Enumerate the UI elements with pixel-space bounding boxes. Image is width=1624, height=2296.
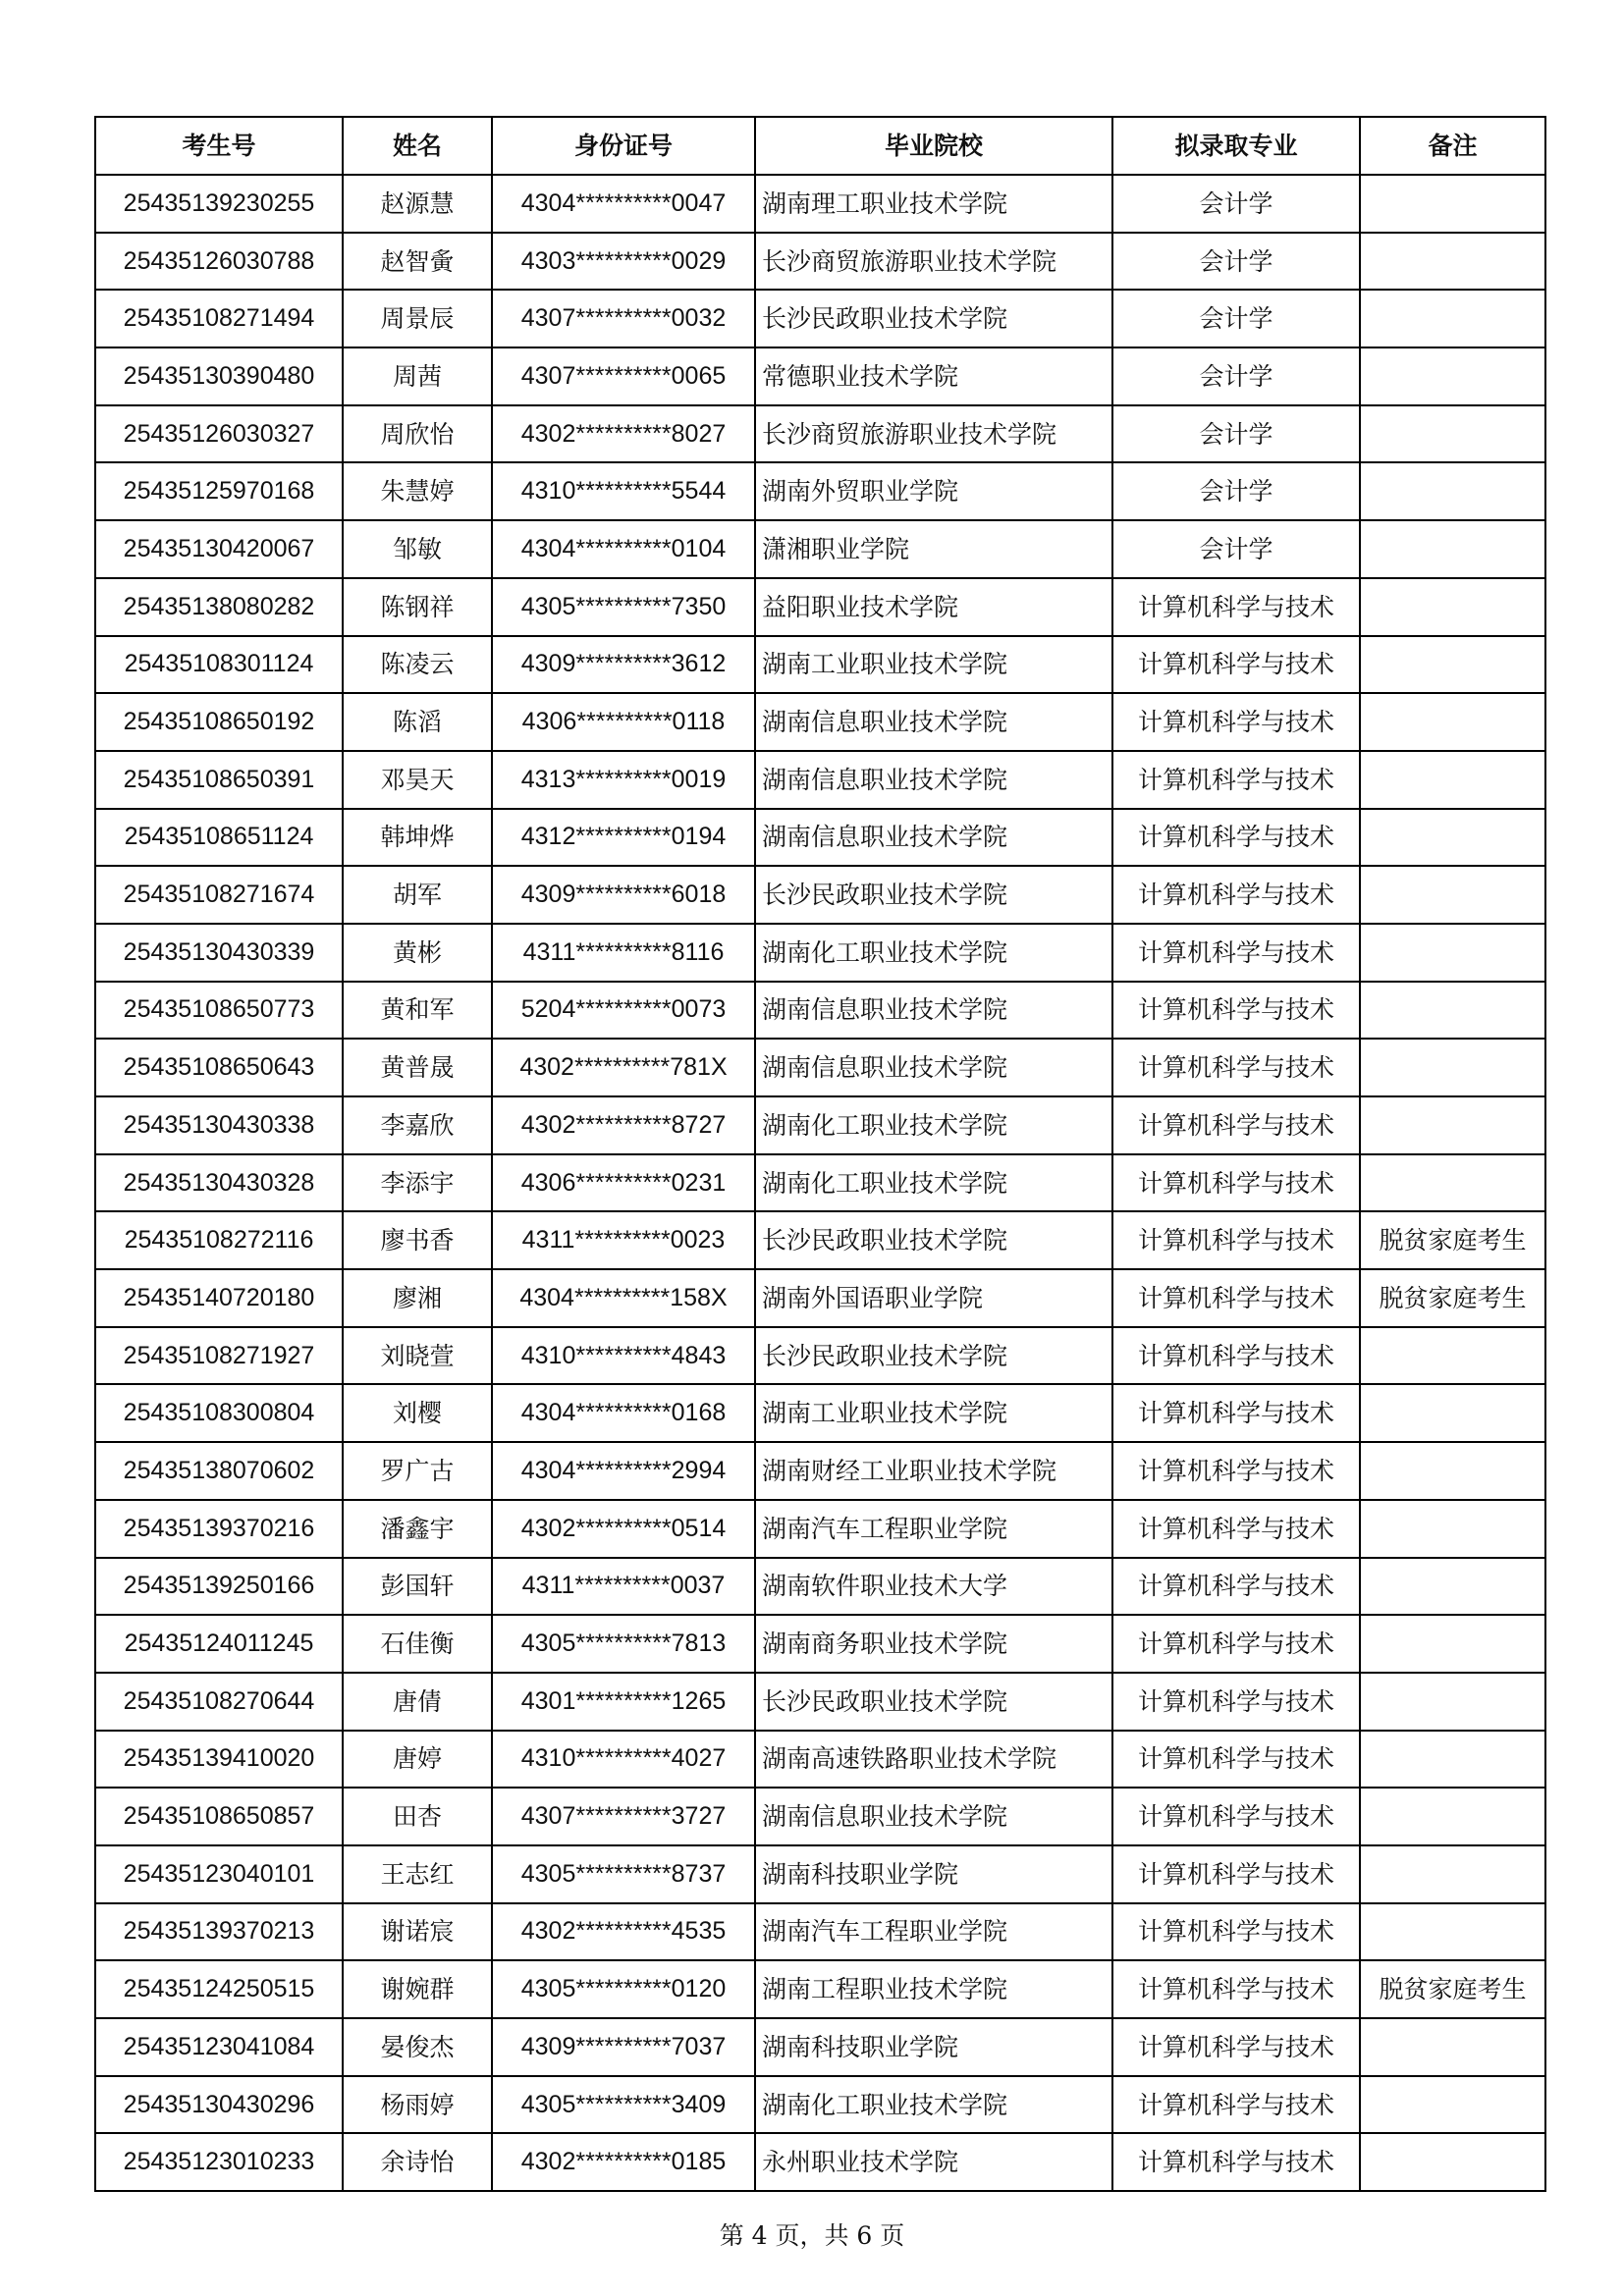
cell-id-no: 4307**********3727: [492, 1788, 755, 1845]
cell-exam-no: 25435138080282: [95, 578, 343, 636]
cell-exam-no: 25435138070602: [95, 1442, 343, 1500]
cell-name: 余诗怡: [343, 2133, 492, 2191]
cell-major: 计算机科学与技术: [1112, 809, 1360, 867]
cell-name: 黄彬: [343, 924, 492, 982]
cell-major: 会计学: [1112, 347, 1360, 405]
cell-exam-no: 25435140720180: [95, 1269, 343, 1327]
cell-major: 计算机科学与技术: [1112, 1039, 1360, 1096]
header-remark: 备注: [1360, 117, 1545, 175]
cell-name: 杨雨婷: [343, 2076, 492, 2134]
cell-id-no: 4311**********0037: [492, 1558, 755, 1616]
cell-school: 湖南化工职业技术学院: [755, 924, 1112, 982]
cell-major: 计算机科学与技术: [1112, 1615, 1360, 1673]
cell-school: 湖南化工职业技术学院: [755, 1096, 1112, 1154]
cell-major: 会计学: [1112, 405, 1360, 463]
cell-major: 计算机科学与技术: [1112, 1442, 1360, 1500]
cell-major: 计算机科学与技术: [1112, 1211, 1360, 1269]
table-row: [95, 1154, 1545, 1212]
cell-school: 长沙民政职业技术学院: [755, 290, 1112, 347]
cell-exam-no: 25435108650643: [95, 1039, 343, 1096]
table-row: [95, 693, 1545, 751]
cell-major: 计算机科学与技术: [1112, 693, 1360, 751]
cell-id-no: 4313**********0019: [492, 751, 755, 809]
cell-exam-no: 25435108301124: [95, 636, 343, 694]
cell-remark: 脱贫家庭考生: [1360, 1269, 1545, 1327]
cell-major: 计算机科学与技术: [1112, 1845, 1360, 1903]
table-row: [95, 1384, 1545, 1442]
table-row: [95, 578, 1545, 636]
table-header-row: [95, 117, 1545, 175]
cell-remark: [1360, 1039, 1545, 1096]
cell-exam-no: 25435126030788: [95, 233, 343, 291]
cell-school: 湖南信息职业技术学院: [755, 809, 1112, 867]
table-body: [95, 175, 1545, 2191]
cell-school: 益阳职业技术学院: [755, 578, 1112, 636]
cell-name: 晏俊杰: [343, 2018, 492, 2076]
cell-id-no: 4302**********0185: [492, 2133, 755, 2191]
cell-school: 永州职业技术学院: [755, 2133, 1112, 2191]
cell-remark: [1360, 1845, 1545, 1903]
cell-major: 计算机科学与技术: [1112, 636, 1360, 694]
table-row: [95, 751, 1545, 809]
cell-major: 计算机科学与技术: [1112, 1500, 1360, 1558]
cell-school: 湖南财经工业职业技术学院: [755, 1442, 1112, 1500]
cell-remark: 脱贫家庭考生: [1360, 1960, 1545, 2018]
cell-id-no: 4309**********6018: [492, 866, 755, 924]
cell-school: 湖南工程职业技术学院: [755, 1960, 1112, 2018]
cell-id-no: 4302**********8727: [492, 1096, 755, 1154]
table-row: [95, 924, 1545, 982]
cell-exam-no: 25435108650391: [95, 751, 343, 809]
cell-name: 谢诺宸: [343, 1903, 492, 1961]
cell-exam-no: 25435130390480: [95, 347, 343, 405]
cell-school: 湖南商务职业技术学院: [755, 1615, 1112, 1673]
cell-name: 刘樱: [343, 1384, 492, 1442]
table-row: [95, 2018, 1545, 2076]
cell-remark: [1360, 1500, 1545, 1558]
cell-school: 湖南信息职业技术学院: [755, 1039, 1112, 1096]
table-row: [95, 1039, 1545, 1096]
cell-id-no: 4309**********7037: [492, 2018, 755, 2076]
cell-major: 计算机科学与技术: [1112, 1558, 1360, 1616]
cell-exam-no: 25435130420067: [95, 520, 343, 578]
cell-school: 湖南信息职业技术学院: [755, 1788, 1112, 1845]
table-row: [95, 1442, 1545, 1500]
cell-name: 陈钢祥: [343, 578, 492, 636]
cell-school: 湖南工业职业技术学院: [755, 1384, 1112, 1442]
cell-major: 计算机科学与技术: [1112, 2076, 1360, 2134]
cell-id-no: 4306**********0118: [492, 693, 755, 751]
cell-exam-no: 25435125970168: [95, 462, 343, 520]
cell-name: 唐婷: [343, 1731, 492, 1789]
cell-name: 周欣怡: [343, 405, 492, 463]
cell-remark: [1360, 1788, 1545, 1845]
table-row: [95, 1731, 1545, 1789]
cell-remark: [1360, 347, 1545, 405]
cell-school: 湖南信息职业技术学院: [755, 693, 1112, 751]
cell-name: 廖湘: [343, 1269, 492, 1327]
cell-exam-no: 25435108271674: [95, 866, 343, 924]
cell-name: 朱慧婷: [343, 462, 492, 520]
table-row: [95, 405, 1545, 463]
cell-remark: [1360, 1615, 1545, 1673]
table-row: [95, 1096, 1545, 1154]
cell-school: 湖南化工职业技术学院: [755, 2076, 1112, 2134]
cell-school: 湖南外国语职业学院: [755, 1269, 1112, 1327]
cell-id-no: 4302**********8027: [492, 405, 755, 463]
cell-remark: [1360, 1558, 1545, 1616]
cell-major: 会计学: [1112, 233, 1360, 291]
cell-remark: [1360, 405, 1545, 463]
cell-major: 计算机科学与技术: [1112, 1327, 1360, 1385]
table-row: [95, 520, 1545, 578]
cell-exam-no: 25435130430339: [95, 924, 343, 982]
table-row: [95, 1788, 1545, 1845]
table-row: [95, 1845, 1545, 1903]
cell-id-no: 4305**********7813: [492, 1615, 755, 1673]
cell-school: 湖南汽车工程职业学院: [755, 1903, 1112, 1961]
cell-school: 常德职业技术学院: [755, 347, 1112, 405]
cell-exam-no: 25435108650857: [95, 1788, 343, 1845]
cell-name: 潘鑫宇: [343, 1500, 492, 1558]
cell-id-no: 4307**********0032: [492, 290, 755, 347]
table-row: [95, 1558, 1545, 1616]
cell-major: 计算机科学与技术: [1112, 2133, 1360, 2191]
cell-major: 计算机科学与技术: [1112, 1154, 1360, 1212]
cell-name: 陈滔: [343, 693, 492, 751]
cell-id-no: 4310**********4027: [492, 1731, 755, 1789]
cell-school: 潇湘职业学院: [755, 520, 1112, 578]
cell-exam-no: 25435130430296: [95, 2076, 343, 2134]
cell-exam-no: 25435123041084: [95, 2018, 343, 2076]
cell-major: 计算机科学与技术: [1112, 1384, 1360, 1442]
cell-name: 田杏: [343, 1788, 492, 1845]
cell-name: 唐倩: [343, 1673, 492, 1731]
cell-school: 湖南化工职业技术学院: [755, 1154, 1112, 1212]
cell-exam-no: 25435108270644: [95, 1673, 343, 1731]
cell-school: 湖南信息职业技术学院: [755, 982, 1112, 1040]
cell-remark: [1360, 2076, 1545, 2134]
cell-exam-no: 25435108651124: [95, 809, 343, 867]
cell-id-no: 4307**********0065: [492, 347, 755, 405]
cell-id-no: 4304**********0047: [492, 175, 755, 233]
table-row: [95, 1673, 1545, 1731]
page-footer: 第 4 页，共 6 页: [719, 2221, 905, 2250]
cell-id-no: 4302**********0514: [492, 1500, 755, 1558]
cell-school: 湖南软件职业技术大学: [755, 1558, 1112, 1616]
cell-major: 计算机科学与技术: [1112, 1903, 1360, 1961]
cell-id-no: 4310**********5544: [492, 462, 755, 520]
cell-name: 邓昊天: [343, 751, 492, 809]
cell-school: 湖南科技职业学院: [755, 1845, 1112, 1903]
cell-remark: [1360, 982, 1545, 1040]
cell-name: 李添宇: [343, 1154, 492, 1212]
cell-exam-no: 25435108271494: [95, 290, 343, 347]
cell-exam-no: 25435139230255: [95, 175, 343, 233]
table-row: [95, 2076, 1545, 2134]
cell-name: 邹敏: [343, 520, 492, 578]
cell-id-no: 4312**********0194: [492, 809, 755, 867]
cell-remark: [1360, 1096, 1545, 1154]
table-row: [95, 636, 1545, 694]
cell-id-no: 4305**********3409: [492, 2076, 755, 2134]
table-row: [95, 1500, 1545, 1558]
cell-id-no: 4306**********0231: [492, 1154, 755, 1212]
cell-major: 计算机科学与技术: [1112, 1788, 1360, 1845]
table-row: [95, 347, 1545, 405]
table-row: [95, 290, 1545, 347]
cell-id-no: 4310**********4843: [492, 1327, 755, 1385]
cell-id-no: 4304**********0104: [492, 520, 755, 578]
admission-table: [94, 116, 1546, 2192]
cell-name: 王志红: [343, 1845, 492, 1903]
header-exam-no: 考生号: [95, 117, 343, 175]
cell-id-no: 4309**********3612: [492, 636, 755, 694]
cell-name: 李嘉欣: [343, 1096, 492, 1154]
cell-major: 计算机科学与技术: [1112, 924, 1360, 982]
cell-remark: [1360, 1442, 1545, 1500]
header-name: 姓名: [343, 117, 492, 175]
cell-name: 罗广古: [343, 1442, 492, 1500]
cell-name: 周景辰: [343, 290, 492, 347]
table-row: [95, 1615, 1545, 1673]
cell-exam-no: 25435139370216: [95, 1500, 343, 1558]
table-row: [95, 1960, 1545, 2018]
cell-major: 会计学: [1112, 175, 1360, 233]
cell-id-no: 4311**********8116: [492, 924, 755, 982]
cell-major: 计算机科学与技术: [1112, 982, 1360, 1040]
table-row: [95, 2133, 1545, 2191]
table-row: [95, 462, 1545, 520]
table-row: [95, 1269, 1545, 1327]
cell-remark: 脱贫家庭考生: [1360, 1211, 1545, 1269]
cell-name: 赵智夤: [343, 233, 492, 291]
cell-school: 湖南汽车工程职业学院: [755, 1500, 1112, 1558]
cell-id-no: 4304**********158X: [492, 1269, 755, 1327]
cell-id-no: 4304**********0168: [492, 1384, 755, 1442]
cell-major: 计算机科学与技术: [1112, 578, 1360, 636]
cell-major: 计算机科学与技术: [1112, 1096, 1360, 1154]
cell-major: 会计学: [1112, 290, 1360, 347]
cell-exam-no: 25435108650192: [95, 693, 343, 751]
table-row: [95, 1211, 1545, 1269]
cell-remark: [1360, 751, 1545, 809]
cell-remark: [1360, 693, 1545, 751]
table-row: [95, 1327, 1545, 1385]
cell-major: 计算机科学与技术: [1112, 751, 1360, 809]
cell-exam-no: 25435124250515: [95, 1960, 343, 2018]
cell-remark: [1360, 290, 1545, 347]
header-major: 拟录取专业: [1112, 117, 1360, 175]
cell-exam-no: 25435124011245: [95, 1615, 343, 1673]
cell-remark: [1360, 809, 1545, 867]
cell-id-no: 4302**********781X: [492, 1039, 755, 1096]
cell-remark: [1360, 924, 1545, 982]
cell-major: 计算机科学与技术: [1112, 1269, 1360, 1327]
cell-school: 湖南外贸职业学院: [755, 462, 1112, 520]
table-row: [95, 809, 1545, 867]
cell-major: 计算机科学与技术: [1112, 1960, 1360, 2018]
cell-name: 韩坤烨: [343, 809, 492, 867]
cell-exam-no: 25435139370213: [95, 1903, 343, 1961]
cell-exam-no: 25435130430338: [95, 1096, 343, 1154]
cell-major: 计算机科学与技术: [1112, 1731, 1360, 1789]
cell-name: 石佳衡: [343, 1615, 492, 1673]
cell-name: 周茜: [343, 347, 492, 405]
cell-id-no: 4311**********0023: [492, 1211, 755, 1269]
cell-exam-no: 25435139250166: [95, 1558, 343, 1616]
cell-id-no: 4301**********1265: [492, 1673, 755, 1731]
cell-name: 彭国轩: [343, 1558, 492, 1616]
cell-remark: [1360, 866, 1545, 924]
cell-exam-no: 25435130430328: [95, 1154, 343, 1212]
cell-id-no: 4305**********8737: [492, 1845, 755, 1903]
table-row: [95, 175, 1545, 233]
cell-exam-no: 25435123040101: [95, 1845, 343, 1903]
cell-remark: [1360, 636, 1545, 694]
cell-remark: [1360, 2018, 1545, 2076]
cell-school: 长沙民政职业技术学院: [755, 866, 1112, 924]
cell-remark: [1360, 2133, 1545, 2191]
cell-school: 长沙民政职业技术学院: [755, 1211, 1112, 1269]
cell-remark: [1360, 1903, 1545, 1961]
table-row: [95, 1903, 1545, 1961]
cell-remark: [1360, 233, 1545, 291]
cell-school: 长沙商贸旅游职业技术学院: [755, 233, 1112, 291]
cell-remark: [1360, 1384, 1545, 1442]
cell-name: 胡军: [343, 866, 492, 924]
cell-remark: [1360, 462, 1545, 520]
cell-id-no: 4305**********0120: [492, 1960, 755, 2018]
cell-name: 黄和军: [343, 982, 492, 1040]
cell-school: 长沙民政职业技术学院: [755, 1327, 1112, 1385]
table-row: [95, 233, 1545, 291]
cell-name: 陈凌云: [343, 636, 492, 694]
cell-exam-no: 25435139410020: [95, 1731, 343, 1789]
cell-exam-no: 25435123010233: [95, 2133, 343, 2191]
cell-school: 长沙民政职业技术学院: [755, 1673, 1112, 1731]
cell-name: 黄普晟: [343, 1039, 492, 1096]
cell-major: 会计学: [1112, 462, 1360, 520]
cell-major: 会计学: [1112, 520, 1360, 578]
cell-id-no: 4305**********7350: [492, 578, 755, 636]
cell-major: 计算机科学与技术: [1112, 1673, 1360, 1731]
cell-name: 谢婉群: [343, 1960, 492, 2018]
cell-remark: [1360, 1327, 1545, 1385]
header-id-no: 身份证号: [492, 117, 755, 175]
cell-major: 计算机科学与技术: [1112, 866, 1360, 924]
cell-remark: [1360, 1731, 1545, 1789]
cell-school: 长沙商贸旅游职业技术学院: [755, 405, 1112, 463]
cell-exam-no: 25435126030327: [95, 405, 343, 463]
cell-name: 赵源慧: [343, 175, 492, 233]
cell-exam-no: 25435108271927: [95, 1327, 343, 1385]
cell-school: 湖南高速铁路职业技术学院: [755, 1731, 1112, 1789]
cell-remark: [1360, 1154, 1545, 1212]
cell-exam-no: 25435108272116: [95, 1211, 343, 1269]
cell-id-no: 4304**********2994: [492, 1442, 755, 1500]
cell-school: 湖南信息职业技术学院: [755, 751, 1112, 809]
cell-name: 廖书香: [343, 1211, 492, 1269]
cell-id-no: 4302**********4535: [492, 1903, 755, 1961]
cell-id-no: 4303**********0029: [492, 233, 755, 291]
cell-school: 湖南科技职业学院: [755, 2018, 1112, 2076]
cell-id-no: 5204**********0073: [492, 982, 755, 1040]
cell-remark: [1360, 1673, 1545, 1731]
table-row: [95, 866, 1545, 924]
header-school: 毕业院校: [755, 117, 1112, 175]
cell-exam-no: 25435108650773: [95, 982, 343, 1040]
table-row: [95, 982, 1545, 1040]
cell-school: 湖南工业职业技术学院: [755, 636, 1112, 694]
cell-remark: [1360, 520, 1545, 578]
cell-major: 计算机科学与技术: [1112, 2018, 1360, 2076]
cell-school: 湖南理工职业技术学院: [755, 175, 1112, 233]
cell-name: 刘晓萱: [343, 1327, 492, 1385]
cell-remark: [1360, 175, 1545, 233]
cell-exam-no: 25435108300804: [95, 1384, 343, 1442]
cell-remark: [1360, 578, 1545, 636]
